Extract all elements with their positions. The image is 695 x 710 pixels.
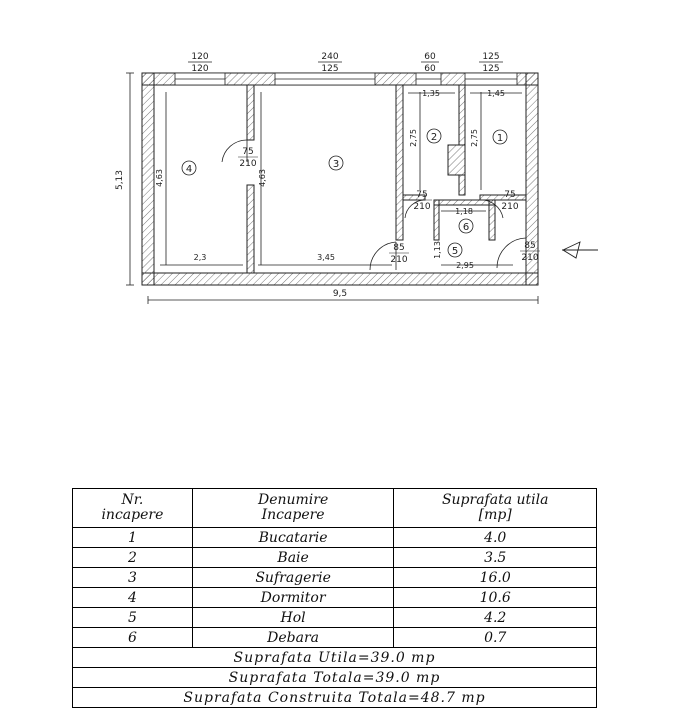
door-1-top: 75: [242, 147, 254, 157]
room-2-height: 2,75: [409, 129, 418, 147]
cell-name: Bucatarie: [192, 528, 394, 548]
room-number-6: 6: [462, 222, 470, 233]
table-row: [73, 608, 597, 628]
cell-nr: 5: [73, 608, 193, 628]
summary-row-utila: [73, 648, 597, 668]
table-row: [73, 568, 597, 588]
dimension-lines: [126, 62, 538, 304]
floor-plan: [0, 0, 695, 320]
window-2-top: 240: [321, 52, 339, 62]
room-5-height: 1,13: [433, 241, 442, 259]
cell-area: 4.0: [394, 528, 597, 548]
window-2-bottom: 125: [321, 64, 339, 74]
summary-row-construita: [73, 688, 597, 708]
cell-nr: 3: [73, 568, 193, 588]
room-number-4: 4: [185, 164, 193, 175]
room-number-3: 3: [332, 159, 340, 170]
room-number-2: 2: [430, 132, 438, 143]
cell-nr: 4: [73, 588, 193, 608]
window-4-bottom: 125: [482, 64, 500, 74]
window-1-bottom: 120: [191, 64, 209, 74]
room-5-width: 2,95: [456, 261, 474, 270]
header-area: Suprafata utila [mp]: [394, 489, 597, 528]
table-row: [73, 588, 597, 608]
cell-name: Hol: [192, 608, 394, 628]
cell-nr: 1: [73, 528, 193, 548]
summary-totala: Suprafata Totala=39.0 mp: [73, 668, 597, 688]
header-nr: Nr. incapere: [73, 489, 193, 528]
header-name: Denumire Incapere: [192, 489, 394, 528]
area-table: [72, 488, 597, 708]
interior-walls: [247, 85, 526, 273]
window-3-bottom: 60: [424, 64, 436, 74]
cell-name: Sufragerie: [192, 568, 394, 588]
door-3-bottom: 210: [413, 202, 431, 212]
cell-name: Debara: [192, 628, 394, 648]
cell-name: Dormitor: [192, 588, 394, 608]
room-lines: [160, 92, 522, 265]
door-2-bottom: 210: [390, 255, 408, 265]
room-1-height: 2,75: [470, 129, 479, 147]
cell-name: Baie: [192, 548, 394, 568]
window-3-top: 60: [424, 52, 436, 62]
table-row: [73, 628, 597, 648]
summary-row-totala: [73, 668, 597, 688]
room-1-width: 1,45: [487, 89, 505, 98]
window-4-top: 125: [482, 52, 500, 62]
door-4-bottom: 210: [501, 202, 519, 212]
door-1-bottom: 210: [239, 159, 257, 169]
room-2-width: 1,35: [422, 89, 440, 98]
overall-width: 9,5: [332, 289, 348, 299]
overall-height: 5,13: [115, 169, 125, 191]
table-row: [73, 528, 597, 548]
room-4-height: 4,63: [155, 169, 164, 187]
room-4-width: 2,3: [193, 253, 207, 262]
cell-area: 16.0: [394, 568, 597, 588]
door-3-top: 75: [416, 190, 428, 200]
door-5-bottom: 210: [521, 253, 539, 263]
cell-area: 0.7: [394, 628, 597, 648]
room-number-1: 1: [496, 133, 504, 144]
entrance-arrow-icon: [562, 242, 598, 258]
room-3-height: 4,63: [258, 169, 267, 187]
door-2-top: 85: [393, 243, 405, 253]
table-row: [73, 548, 597, 568]
cell-nr: 6: [73, 628, 193, 648]
room-3-width: 3,45: [317, 253, 335, 262]
summary-utila: Suprafata Utila=39.0 mp: [73, 648, 597, 668]
cell-area: 4.2: [394, 608, 597, 628]
summary-construita: Suprafata Construita Totala=48.7 mp: [73, 688, 597, 708]
door-5-top: 85: [524, 241, 536, 251]
room-6-width: 1,18: [455, 207, 473, 216]
cell-nr: 2: [73, 548, 193, 568]
window-1-top: 120: [191, 52, 209, 62]
door-4-top: 75: [504, 190, 516, 200]
cell-area: 10.6: [394, 588, 597, 608]
cell-area: 3.5: [394, 548, 597, 568]
table-header: [73, 489, 597, 528]
room-number-5: 5: [451, 246, 459, 257]
